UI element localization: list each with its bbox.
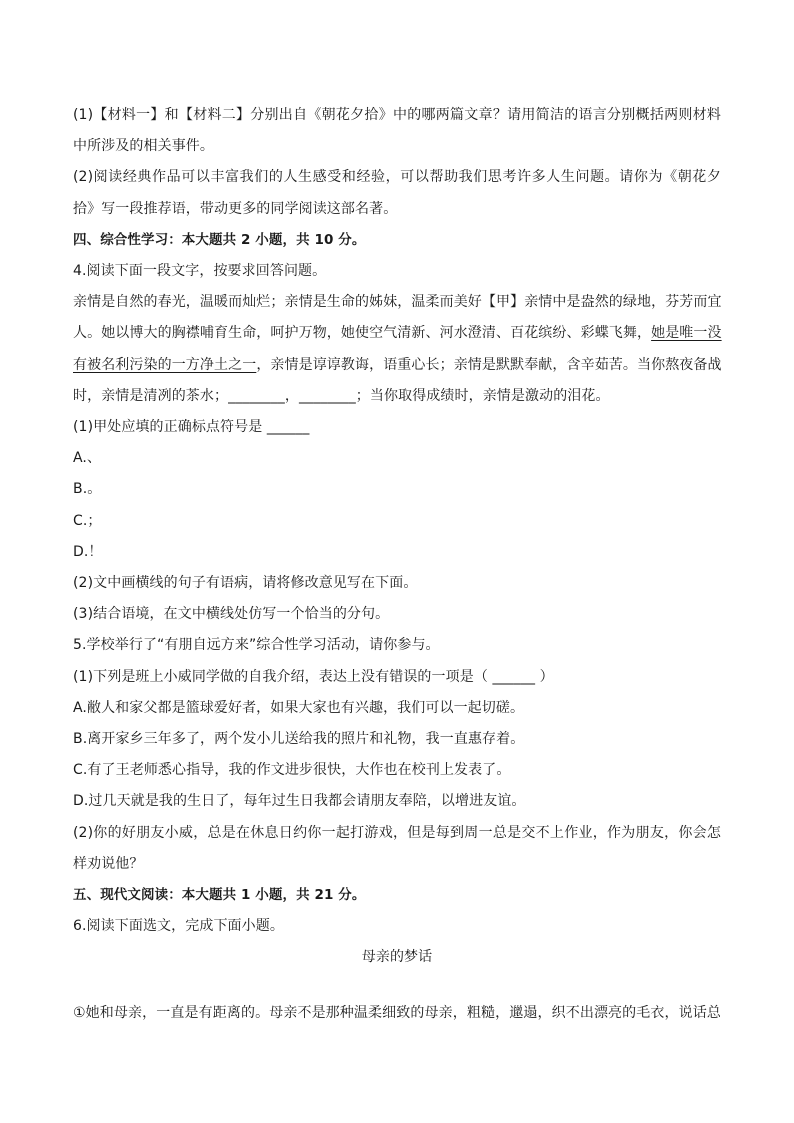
q4-passage-line4: 时，亲情是清冽的茶水；________，________；当你取得成绩时，亲情是激动的泪花。: [73, 387, 610, 404]
section4-heading: 四、综合性学习：本大题共 2 小题，共 10 分。: [73, 231, 366, 248]
q6-stem: 6.阅读下面选文，完成下面小题。: [73, 918, 284, 935]
q3-sub1-line2: 中所涉及的相关事件。: [73, 138, 214, 155]
q4-passage-line1: 亲情是自然的春光，温暖而灿烂；亲情是生命的姊妹，温柔而美好【甲】亲情中是盎然的绿地，芬芳而宜: [73, 294, 722, 311]
q4-passage-line3: [73, 350, 721, 381]
passage-paragraph-1: ①她和母亲，一直是有距离的。母亲不是那种温柔细致的母亲，粗糙，邋遢，织不出漂亮的毛衣，说话总: [73, 1004, 721, 1021]
spacer: [73, 974, 721, 998]
q4-option-a: A.、: [73, 450, 102, 467]
passage-title: 母亲的梦话: [361, 949, 433, 966]
q5-option-b: B.离开家乡三年多了，两个发小儿送给我的照片和礼物，我一直惠存着。: [73, 731, 525, 748]
q5-sub2-line1: (2)你的好朋友小威，总是在休息日约你一起打游戏，但是每到周一总是交不上作业，作为朋友，你会怎: [73, 824, 721, 841]
q3-sub2-line2: 拾》写一段推荐语，带动更多的同学阅读这部名著。: [73, 200, 398, 217]
section5-heading: 五、现代文阅读：本大题共 1 小题，共 21 分。: [73, 887, 366, 904]
q4-passage-line2-text: 人。她以博大的胸襟哺育生命，呵护万物，她使空气清新、河水澄清、百花缤纷、彩蝶飞舞，: [73, 325, 652, 342]
q5-option-c: C.有了王老师悉心指导，我的作文进步很快，大作也在校刊上发表了。: [73, 762, 511, 779]
q4-option-c: C.；: [73, 512, 102, 529]
q4-option-b: B.。: [73, 481, 102, 498]
q5-option-d: D.过几天就是我的生日了，每年过生日我都会请朋友奉陪，以增进友谊。: [73, 793, 526, 810]
q4-passage-line3-text: ，亲情是谆谆教诲，语重心长；亲情是默默奉献，含辛茹苦。当你熬夜备战: [256, 356, 722, 373]
q4-passage-line2: [73, 318, 721, 349]
q4-sub3: (3)结合语境，在文中横线处仿写一个恰当的分句。: [73, 606, 390, 623]
q5-stem: 5.学校举行了“有朋自远方来”综合性学习活动，请你参与。: [73, 637, 440, 654]
q5-option-a: A.敝人和家父都是篮球爱好者，如果大家也有兴趣，我们可以一起切磋。: [73, 699, 525, 716]
q3-sub1-line1: (1)【材料一】和【材料二】分别出自《朝花夕拾》中的哪两篇文章？请用简洁的语言分别概括两则材料: [73, 107, 721, 123]
q5-sub2-line2: 样劝说他？: [73, 855, 144, 872]
q4-underlined-sentence-part1: 她是唯一没: [651, 325, 722, 342]
q4-sub1: (1)甲处应填的正确标点符号是 ______: [73, 419, 310, 436]
q4-sub2: (2)文中画横线的句子有语病，请将修改意见写在下面。: [73, 575, 418, 592]
q4-stem: 4.阅读下面一段文字，按要求回答问题。: [73, 263, 327, 280]
q3-sub2-line1: (2)阅读经典作品可以丰富我们的人生感受和经验，可以帮助我们思考许多人生问题。请你为《朝花夕: [73, 169, 721, 186]
exam-page: [73, 100, 721, 1029]
q5-sub1: (1)下列是班上小威同学做的自我介绍，表达上没有错误的一项是（ ______ ）: [73, 668, 554, 685]
q4-underlined-sentence-part2: 有被名利污染的一方净土之一: [73, 356, 257, 373]
q4-option-d: D.！: [73, 543, 103, 560]
